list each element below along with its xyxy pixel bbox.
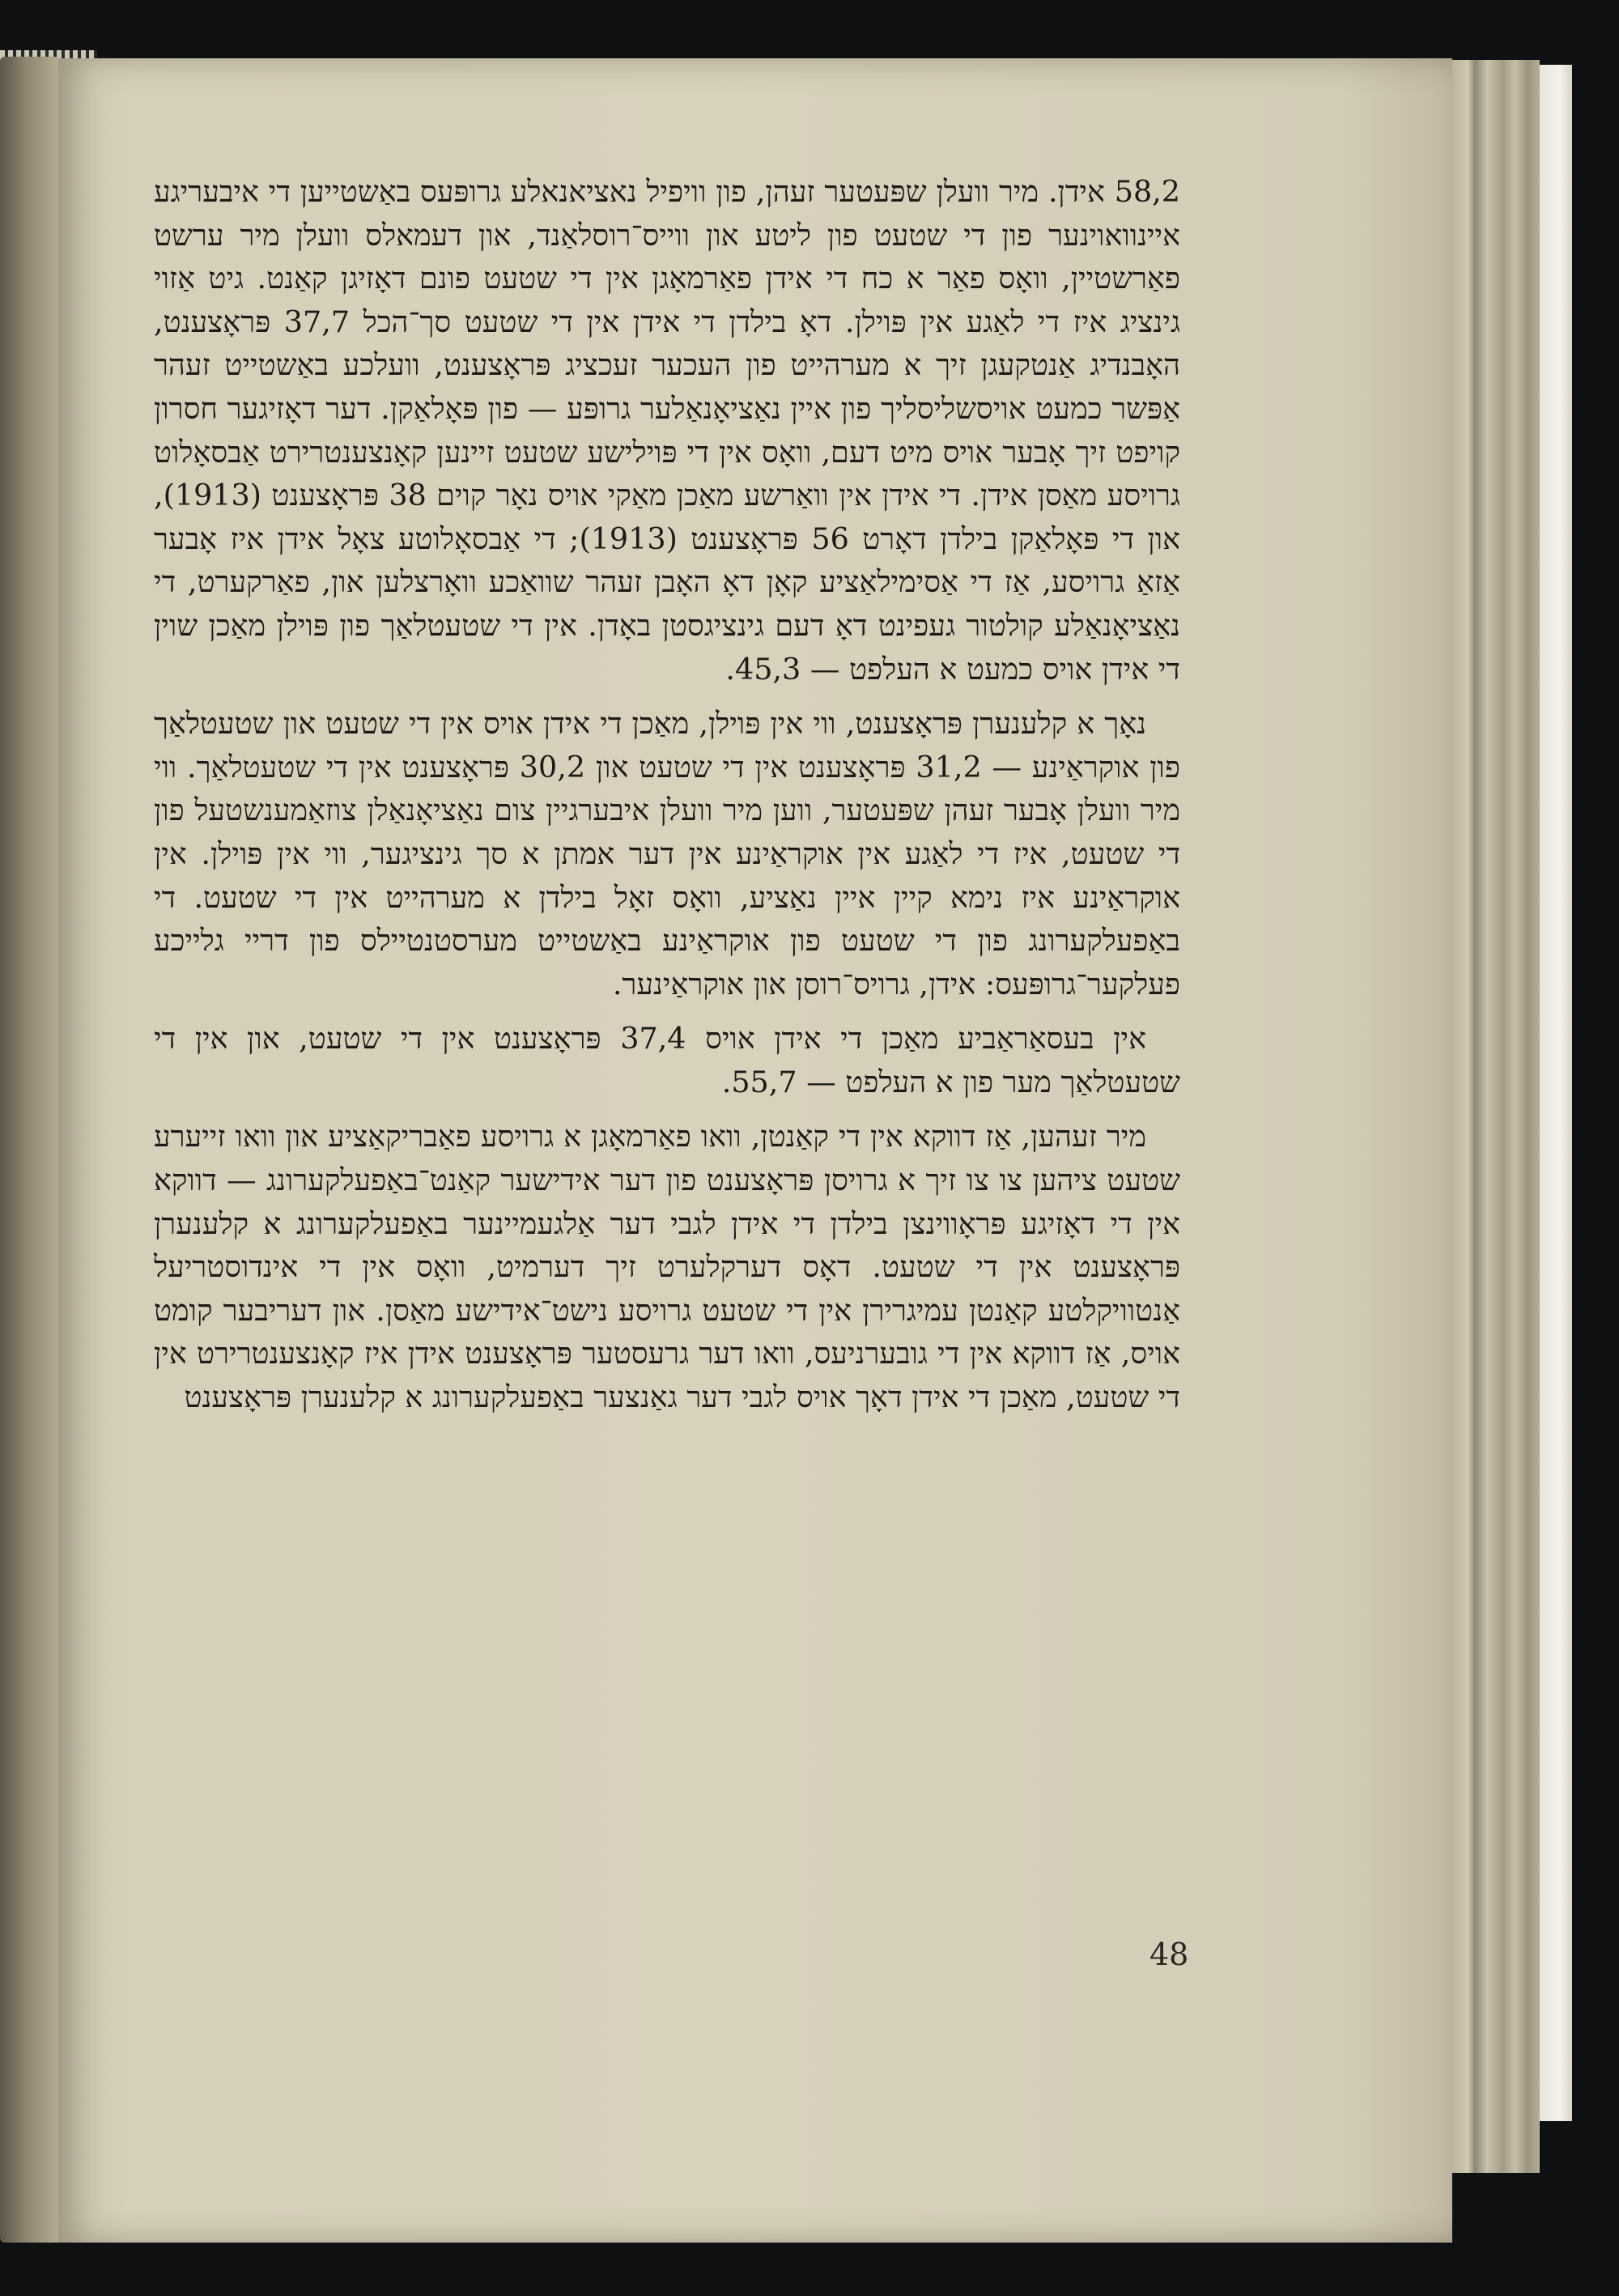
left-page-edge: [0, 57, 58, 2243]
paragraph: אין בעסאַראַביע מאַכן די אידן אויס 37,4 פּראָצענט אין די שטעט, און אין די שטעטלאַך מער פון א העלפט — 55,7.: [154, 1021, 1180, 1099]
paragraph: נאָך א קלענערן פּראָצענט, ווי אין פּוילן, מאַכן די אידן אויס אין די שטעט און שטעטלאַך פון אוקראַינע — 31,2 פּראָצענט אין די שטעט און 30,2 פּראָצענט אין די שטעטלאַך. ווי מיר וועלן אָבער זעהן שפּעטער, ווען מיר וועלן איבערגיין צום נאַציאָנאַלן צוזאַמענשטעל פון די שטעט, איז די לאַגע אין אוקראַינע אין דער אמתן א סך גינציגער, ווי אין פּוילן. אין אוקראַינע איז נימא קיין איין נאַציע, וואָס זאָל בילדן א מערהייט אין די שטעט. די באַפעלקערונג פון די שטעט פון אוקראַינע באַשטייט מערסטנטיילס פון דריי גלייכע פעלקער־גרופּעס: אידן, גרויס־רוסן און אוקראַינער.: [154, 706, 1180, 1001]
book-block-edge: [1540, 65, 1572, 2121]
page-number: 48: [1149, 1937, 1189, 1972]
paragraph: מיר זעהען, אַז דווקא אין די קאַנטן, וואו פאַרמאָגן א גרויסע פאַבריקאַציע און וואו זייערע שטעט ציהען צו צו זיך א גרויסן פּראָצענט פון דער אידישער קאַנט־באַפעלקערונג — דווקא אין די דאָזיגע פּראָווינצן בילדן די אידן לגבי דער אַלגעמיינער באַפעלקערונג א קלענערן פּראָצענט אין די שטעט. דאָס דערקלערט זיך דערמיט, וואָס אין די אינדוסטריעל אַנטוויקלטע קאַנטן עמיגרירן אין די שטעט גרויסע נישט־אידישע מאַסן. און דעריבער קומט אויס, אַז דווקא אין די גובערניעס, וואו דער גרעסטער פּראָצענט אידן איז קאָנצענטרירט אין די שטעט, מאַכן די אידן דאָך אויס לגבי דער גאַנצער באַפעלקערונג א קלענערן פּראָצענט: [154, 1119, 1180, 1415]
paragraph: 58,2 אידן. מיר וועלן שפּעטער זעהן, פון וויפיל נאציאנאלע גרופּעס באַשטייען די איבעריגע איינוואוינער פון די שטעט פון ליטע און ווייס־רוסלאַנד, און דעמאלס וועלן מיר ערשט פאַרשטיין, וואָס פאַר א כח די אידן פאַרמאָגן אין די שטעט פונם דאָזיגן קאַנט. גיט אַזוי גינציג איז די לאַגע אין פּוילן. דאָ בילדן די אידן אין די שטעט סך־הכל 37,7 פּראָצענט, האָבנדיג אַנטקעגן זיך א מערהייט פון העכער זעכציג פּראָצענט, וועלכע באַשטייט זעהר אַפּשר כמעט אויסשליסליך פון איין נאַציאָנאַלער גרופּע — פון פּאָלאַקן. דער דאָזיגער חסרון קויפט זיך אָבער אויס מיט דעם, וואָס אין די פּוילישע שטעט זיינען קאָנצענטרירט אַבסאָלוט גרויסע מאַסן אידן. די אידן אין וואַרשע מאַכן מאַקי אויס נאָר קוים 38 פּראָצענט (1913), און די פּאָלאַקן בילדן דאָרט 56 פּראָצענט (1913); די אַבסאָלוטע צאָל אידן איז אָבער אַזאַ גרויסע, אַז די אַסימילאַציע קאָן דאָ האָבן זעהר שוואַכע וואָרצלען און, פאַרקערט, די נאַציאָנאַלע קולטור געפינט דאָ דעם גינציגסטן באָדן. אין די שטעטלאַך פון פּוילן מאַכן שוין די אידן אויס כמעט א העלפט — 45,3.: [154, 174, 1180, 687]
body-text: [154, 170, 1180, 1431]
page-edges: [1452, 60, 1540, 2173]
